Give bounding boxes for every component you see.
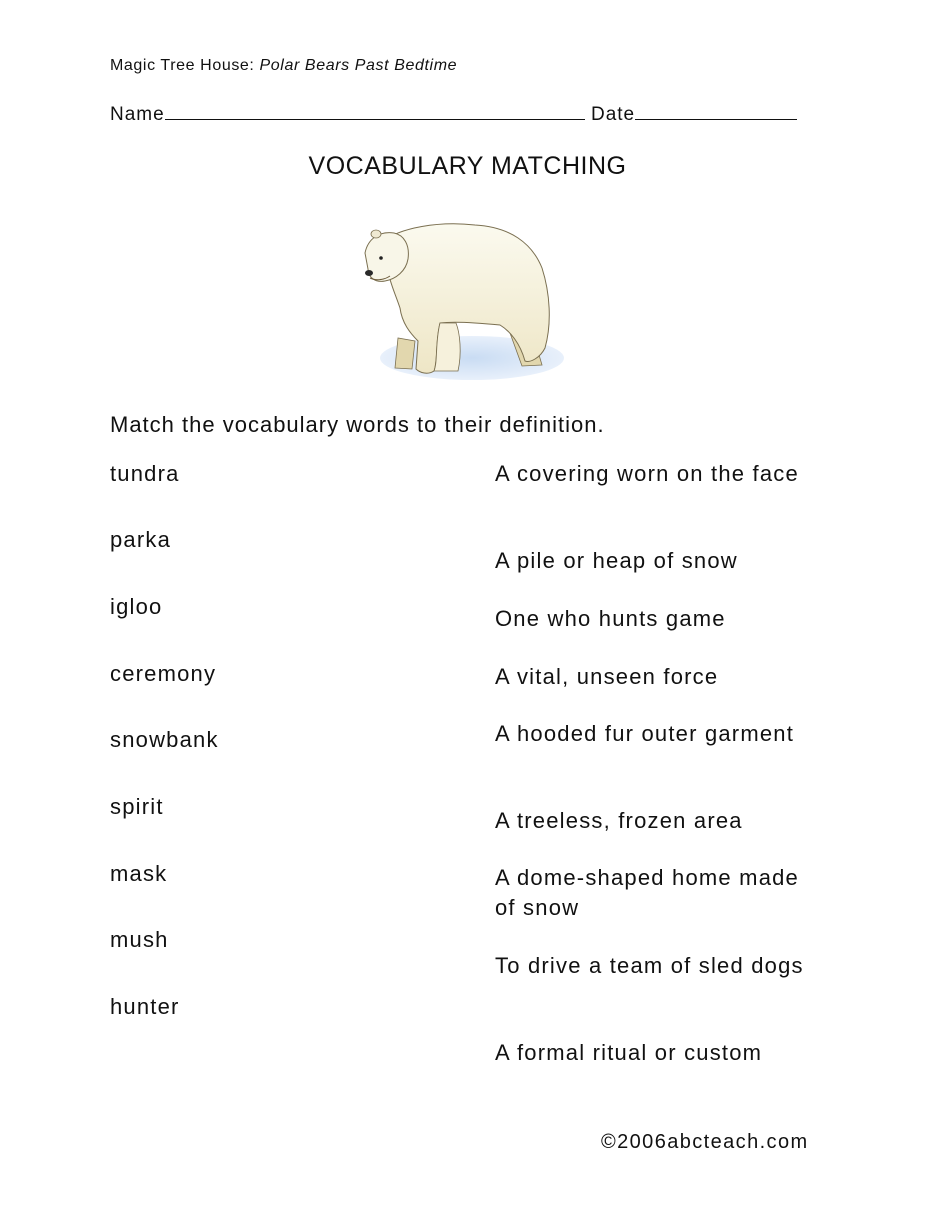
definition: A hooded fur outer garment [495, 721, 795, 746]
definition: One who hunts game [495, 606, 726, 631]
date-label: Date [590, 104, 636, 125]
instructions: Match the vocabulary words to their definition. [110, 412, 605, 437]
vocab-word: parka [110, 527, 172, 552]
vocab-word: mask [110, 861, 168, 886]
definition: A dome-shaped home made of snow [495, 865, 799, 920]
vocab-word: igloo [110, 594, 163, 619]
vocab-word: tundra [110, 461, 180, 486]
definition: A treeless, frozen area [495, 808, 743, 833]
worksheet-header [110, 57, 457, 75]
book-title: Polar Bears Past Bedtime [259, 57, 458, 74]
page-title: VOCABULARY MATCHING [308, 152, 627, 180]
copyright: ©2006abcteach.com [601, 1131, 809, 1153]
date-blank[interactable] [635, 103, 797, 120]
vocab-word: hunter [110, 994, 180, 1019]
definition: A formal ritual or custom [495, 1040, 763, 1065]
polar-bear-icon [360, 213, 570, 385]
definition: A pile or heap of snow [495, 548, 738, 573]
vocab-word: mush [110, 927, 169, 952]
definition: A covering worn on the face [495, 461, 799, 486]
vocab-word: ceremony [110, 661, 217, 686]
name-date-row [110, 103, 797, 126]
name-blank[interactable] [165, 103, 585, 120]
name-label: Name [110, 104, 165, 125]
vocab-word: spirit [110, 794, 164, 819]
series-label: Magic Tree House: [110, 57, 255, 74]
definition: To drive a team of sled dogs [495, 953, 804, 978]
definition: A vital, unseen force [495, 664, 719, 689]
vocab-word: snowbank [110, 727, 219, 752]
